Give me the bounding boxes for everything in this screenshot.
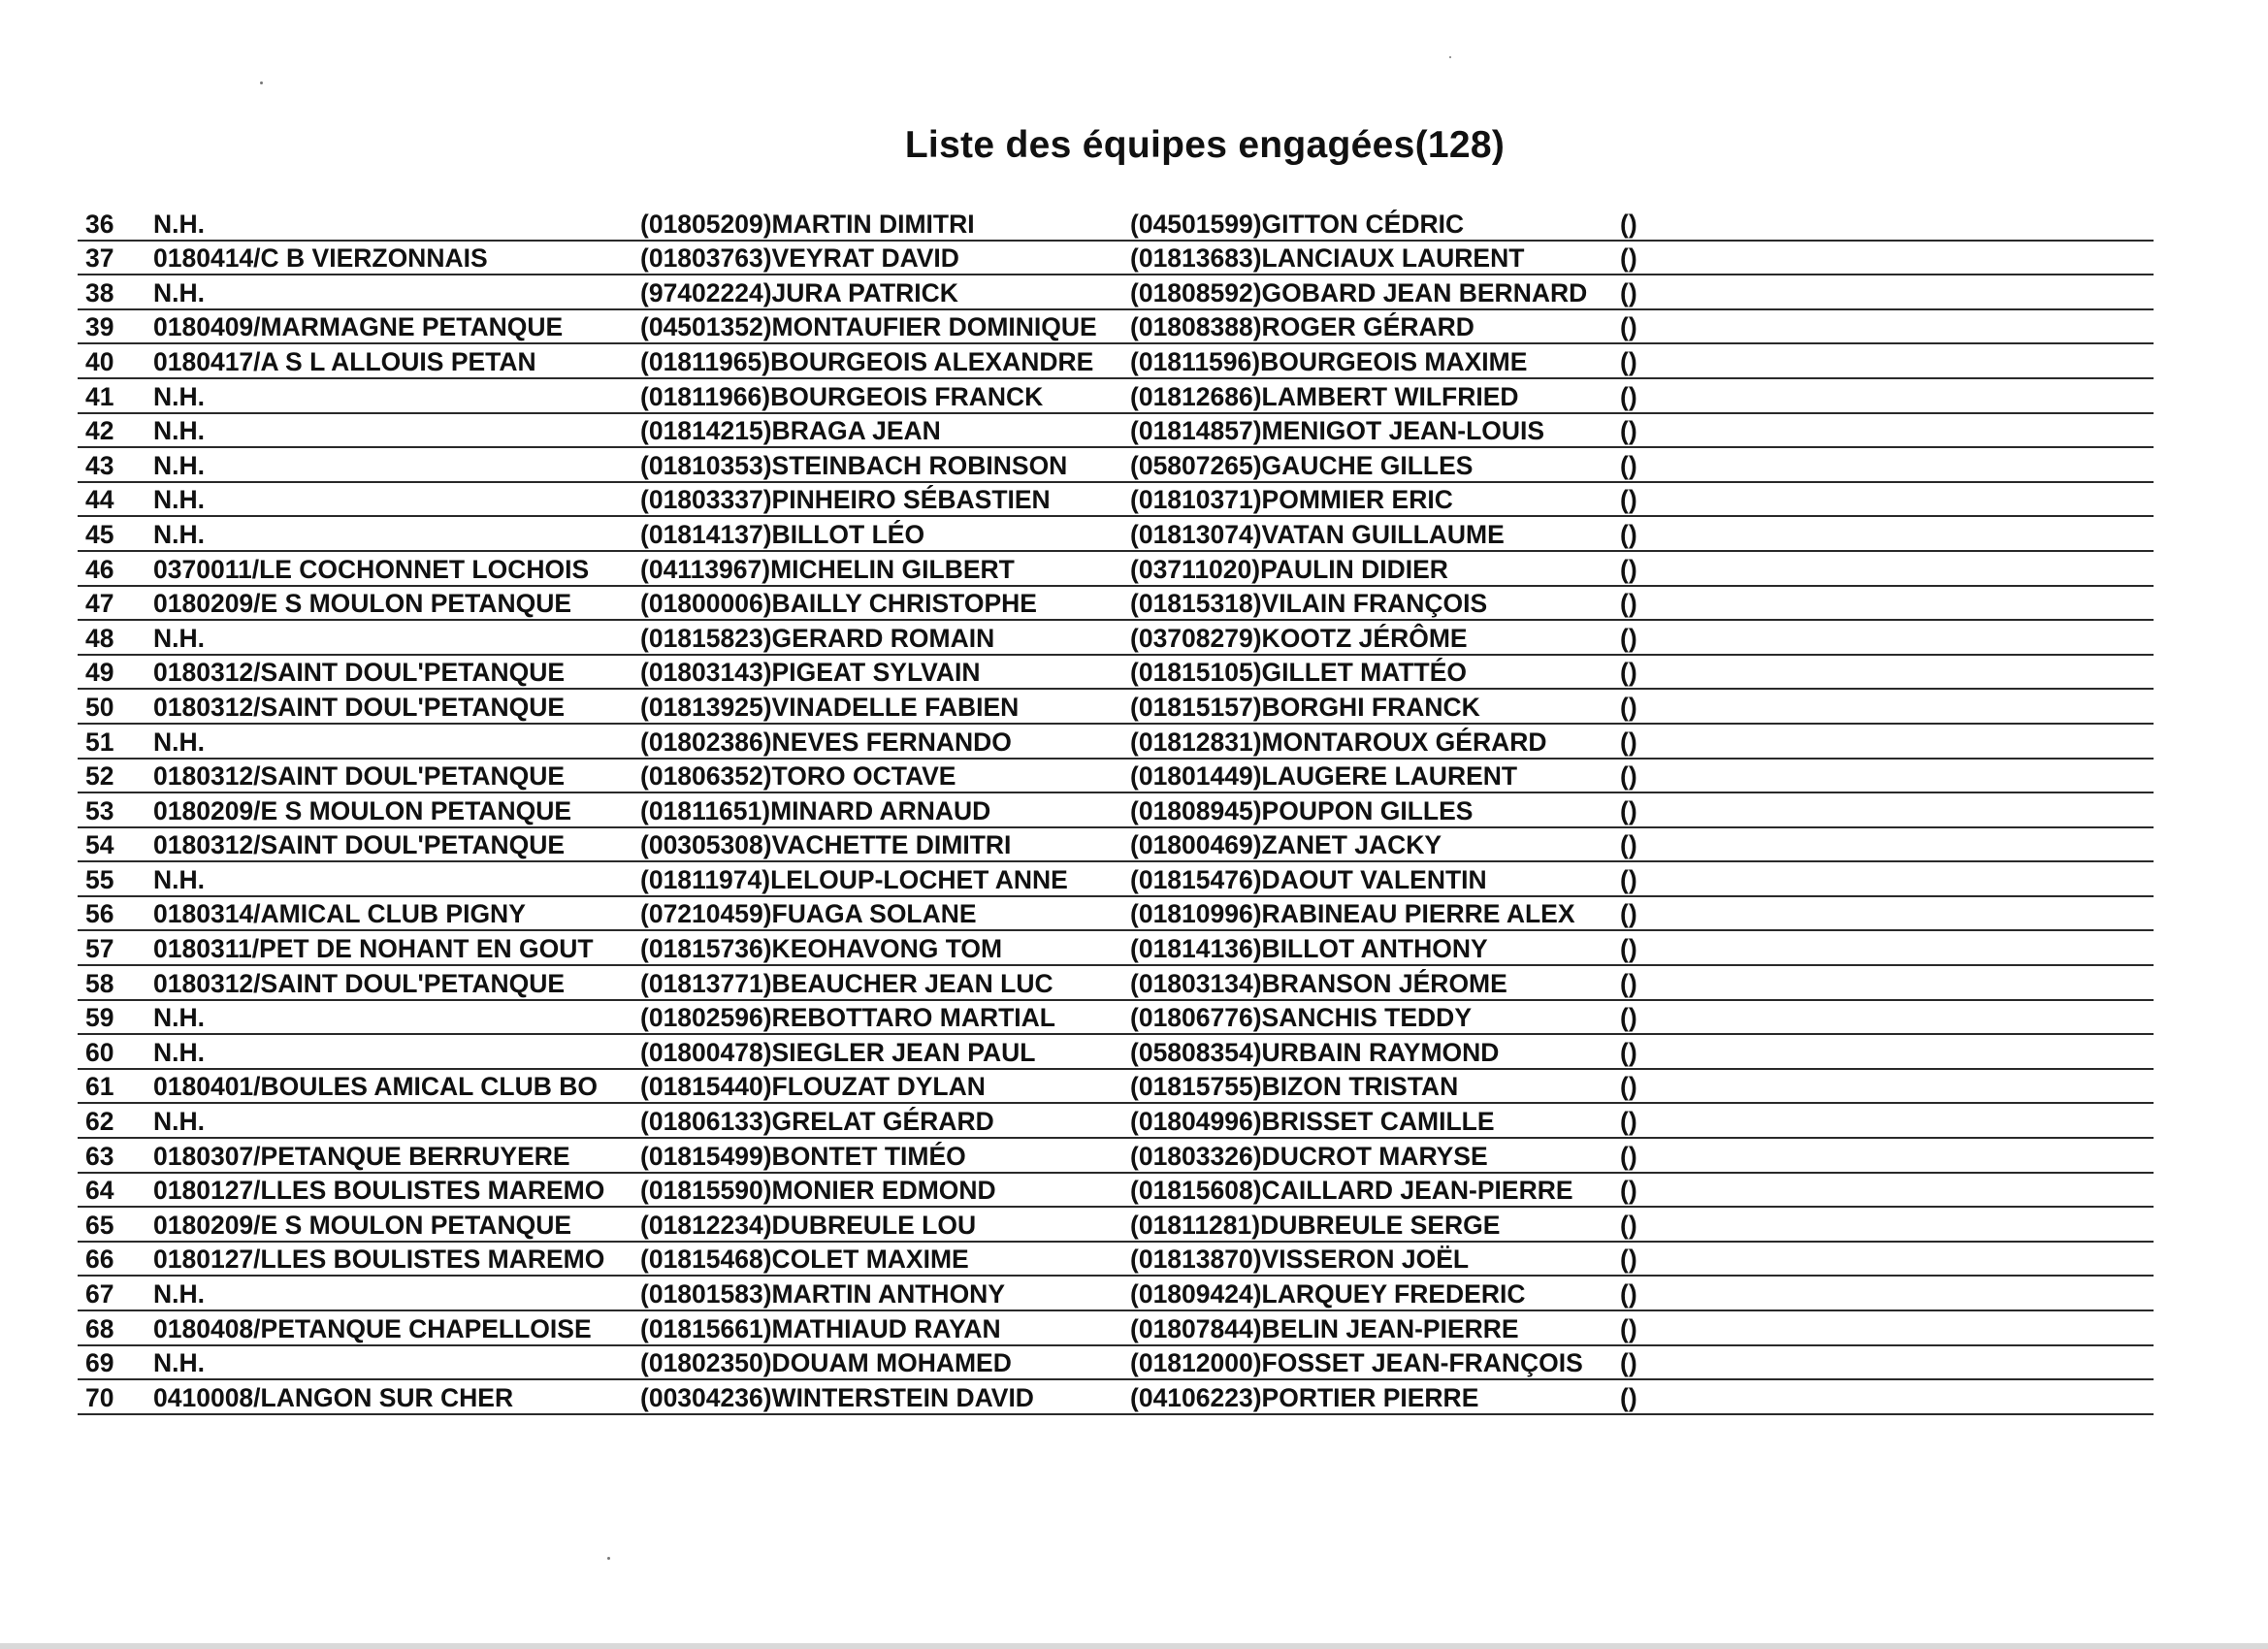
player-3: () [1620, 243, 1637, 274]
player-1: (01815440)FLOUZAT DYLAN [640, 1072, 986, 1102]
team-number: 37 [85, 243, 114, 274]
team-row [78, 1001, 2154, 1036]
player-3: () [1620, 277, 1637, 307]
player-2: (01815157)BORGHI FRANCK [1130, 692, 1480, 722]
club-name: N.H. [153, 450, 205, 480]
team-number: 46 [85, 554, 114, 584]
player-2: (01803326)DUCROT MARYSE [1130, 1141, 1488, 1171]
club-name: N.H. [153, 381, 205, 411]
team-row [78, 656, 2154, 691]
player-1: (04501352)MONTAUFIER DOMINIQUE [640, 312, 1097, 342]
team-row [78, 517, 2154, 552]
club-name: N.H. [153, 1003, 205, 1033]
team-number: 51 [85, 727, 114, 757]
player-1: (01801583)MARTIN ANTHONY [640, 1279, 1005, 1309]
club-name: 0180307/PETANQUE BERRUYERE [153, 1141, 570, 1171]
player-2: (01808592)GOBARD JEAN BERNARD [1130, 277, 1588, 307]
player-2: (01815318)VILAIN FRANÇOIS [1130, 589, 1488, 619]
club-name: N.H. [153, 864, 205, 894]
player-3: () [1620, 692, 1637, 722]
player-1: (01814215)BRAGA JEAN [640, 416, 941, 446]
player-2: (04106223)PORTIER PIERRE [1130, 1382, 1479, 1412]
team-number: 52 [85, 761, 114, 792]
team-row [78, 1380, 2154, 1415]
player-2: (03711020)PAULIN DIDIER [1130, 554, 1448, 584]
player-1: (01800478)SIEGLER JEAN PAUL [640, 1037, 1036, 1067]
player-2: (03708279)KOOTZ JÉRÔME [1130, 623, 1468, 653]
team-row [78, 1311, 2154, 1346]
team-row [78, 966, 2154, 1001]
team-row [78, 448, 2154, 483]
player-1: (01811651)MINARD ARNAUD [640, 795, 991, 825]
team-number: 55 [85, 864, 114, 894]
player-2: (01812686)LAMBERT WILFRIED [1130, 381, 1519, 411]
player-2: (01813870)VISSERON JOËL [1130, 1245, 1470, 1275]
player-3: () [1620, 416, 1637, 446]
player-3: () [1620, 1176, 1637, 1206]
team-number: 60 [85, 1037, 114, 1067]
player-2: (01815755)BIZON TRISTAN [1130, 1072, 1459, 1102]
player-1: (01813771)BEAUCHER JEAN LUC [640, 968, 1053, 998]
player-1: (04113967)MICHELIN GILBERT [640, 554, 1015, 584]
player-1: (01815468)COLET MAXIME [640, 1245, 969, 1275]
player-2: (01811281)DUBREULE SERGE [1130, 1210, 1501, 1240]
player-2: (01808388)ROGER GÉRARD [1130, 312, 1474, 342]
player-1: (01802350)DOUAM MOHAMED [640, 1348, 1012, 1378]
club-name: 0180312/SAINT DOUL'PETANQUE [153, 692, 566, 722]
team-number: 54 [85, 830, 114, 860]
player-3: () [1620, 830, 1637, 860]
team-number: 59 [85, 1003, 114, 1033]
club-name: 0180127/LLES BOULISTES MAREMO [153, 1245, 605, 1275]
player-1: (00304236)WINTERSTEIN DAVID [640, 1382, 1034, 1412]
team-row [78, 344, 2154, 379]
player-1: (01815661)MATHIAUD RAYAN [640, 1313, 1001, 1343]
team-number: 39 [85, 312, 114, 342]
player-3: () [1620, 1107, 1637, 1137]
club-name: N.H. [153, 416, 205, 446]
team-number: 68 [85, 1313, 114, 1343]
player-3: () [1620, 209, 1637, 239]
team-list [78, 207, 2154, 1415]
player-1: (01815499)BONTET TIMÉO [640, 1141, 966, 1171]
player-3: () [1620, 1348, 1637, 1378]
player-1: (01813925)VINADELLE FABIEN [640, 692, 1020, 722]
player-2: (01809424)LARQUEY FREDERIC [1130, 1279, 1526, 1309]
player-1: (01802596)REBOTTARO MARTIAL [640, 1003, 1055, 1033]
player-2: (01808945)POUPON GILLES [1130, 795, 1474, 825]
player-3: () [1620, 623, 1637, 653]
team-number: 67 [85, 1279, 114, 1309]
player-3: () [1620, 795, 1637, 825]
player-1: (01800006)BAILLY CHRISTOPHE [640, 589, 1037, 619]
player-3: () [1620, 1245, 1637, 1275]
club-name: 0410008/LANGON SUR CHER [153, 1382, 514, 1412]
scan-speck [1449, 56, 1451, 58]
team-row [78, 1104, 2154, 1139]
team-number: 50 [85, 692, 114, 722]
player-1: (01814137)BILLOT LÉO [640, 519, 925, 549]
club-name: 0180209/E S MOULON PETANQUE [153, 795, 572, 825]
team-row [78, 793, 2154, 828]
player-3: () [1620, 761, 1637, 792]
club-name: 0180127/LLES BOULISTES MAREMO [153, 1176, 605, 1206]
team-number: 38 [85, 277, 114, 307]
player-3: () [1620, 1313, 1637, 1343]
player-2: (01812000)FOSSET JEAN-FRANÇOIS [1130, 1348, 1583, 1378]
player-3: () [1620, 899, 1637, 929]
page-title: Liste des équipes engagées(128) [904, 124, 1506, 166]
scan-speck [260, 81, 263, 84]
player-1: (01815823)GERARD ROMAIN [640, 623, 995, 653]
team-number: 62 [85, 1107, 114, 1137]
player-1: (01812234)DUBREULE LOU [640, 1210, 977, 1240]
team-row [78, 1346, 2154, 1381]
player-2: (01811596)BOURGEOIS MAXIME [1130, 346, 1528, 376]
team-row [78, 379, 2154, 414]
player-2: (01806776)SANCHIS TEDDY [1130, 1003, 1472, 1033]
club-name: N.H. [153, 623, 205, 653]
team-number: 64 [85, 1176, 114, 1206]
club-name: 0180312/SAINT DOUL'PETANQUE [153, 830, 566, 860]
player-3: () [1620, 346, 1637, 376]
player-2: (05807265)GAUCHE GILLES [1130, 450, 1474, 480]
player-2: (01814857)MENIGOT JEAN-LOUIS [1130, 416, 1545, 446]
player-3: () [1620, 1072, 1637, 1102]
scan-speck [607, 1557, 610, 1560]
club-name: 0370011/LE COCHONNET LOCHOIS [153, 554, 590, 584]
team-number: 40 [85, 346, 114, 376]
team-row [78, 275, 2154, 310]
club-name: N.H. [153, 727, 205, 757]
player-3: () [1620, 658, 1637, 688]
player-1: (01805209)MARTIN DIMITRI [640, 209, 975, 239]
player-3: () [1620, 554, 1637, 584]
team-row [78, 862, 2154, 897]
team-number: 41 [85, 381, 114, 411]
player-2: (01810371)POMMIER ERIC [1130, 485, 1453, 515]
player-1: (01803143)PIGEAT SYLVAIN [640, 658, 981, 688]
player-2: (01813683)LANCIAUX LAURENT [1130, 243, 1525, 274]
club-name: N.H. [153, 209, 205, 239]
team-row [78, 1139, 2154, 1174]
club-name: N.H. [153, 1348, 205, 1378]
team-number: 43 [85, 450, 114, 480]
player-3: () [1620, 589, 1637, 619]
club-name: N.H. [153, 277, 205, 307]
player-2: (01803134)BRANSON JÉROME [1130, 968, 1507, 998]
player-3: () [1620, 485, 1637, 515]
club-name: 0180408/PETANQUE CHAPELLOISE [153, 1313, 592, 1343]
team-row [78, 1277, 2154, 1311]
player-2: (01815476)DAOUT VALENTIN [1130, 864, 1487, 894]
team-number: 42 [85, 416, 114, 446]
team-row [78, 931, 2154, 966]
player-2: (01800469)ZANET JACKY [1130, 830, 1442, 860]
player-3: () [1620, 450, 1637, 480]
team-number: 63 [85, 1141, 114, 1171]
team-number: 45 [85, 519, 114, 549]
player-2: (01814136)BILLOT ANTHONY [1130, 934, 1488, 964]
team-row [78, 587, 2154, 622]
player-3: () [1620, 1141, 1637, 1171]
club-name: 0180401/BOULES AMICAL CLUB BO [153, 1072, 598, 1102]
club-name: 0180409/MARMAGNE PETANQUE [153, 312, 564, 342]
team-row [78, 310, 2154, 345]
player-1: (07210459)FUAGA SOLANE [640, 899, 977, 929]
team-number: 69 [85, 1348, 114, 1378]
player-2: (01801449)LAUGERE LAURENT [1130, 761, 1518, 792]
player-1: (01815736)KEOHAVONG TOM [640, 934, 1003, 964]
scan-edge [0, 1643, 2268, 1649]
player-3: () [1620, 312, 1637, 342]
team-number: 66 [85, 1245, 114, 1275]
club-name: N.H. [153, 519, 205, 549]
team-number: 70 [85, 1382, 114, 1412]
player-1: (01806352)TORO OCTAVE [640, 761, 956, 792]
player-3: () [1620, 381, 1637, 411]
team-row [78, 483, 2154, 518]
team-row [78, 1174, 2154, 1209]
club-name: N.H. [153, 1107, 205, 1137]
player-1: (01802386)NEVES FERNANDO [640, 727, 1012, 757]
team-row [78, 828, 2154, 863]
player-2: (01807844)BELIN JEAN-PIERRE [1130, 1313, 1519, 1343]
team-row [78, 690, 2154, 725]
team-number: 53 [85, 795, 114, 825]
player-3: () [1620, 934, 1637, 964]
player-1: (01803763)VEYRAT DAVID [640, 243, 959, 274]
player-2: (01810996)RABINEAU PIERRE ALEX [1130, 899, 1575, 929]
team-number: 36 [85, 209, 114, 239]
player-2: (05808354)URBAIN RAYMOND [1130, 1037, 1500, 1067]
player-3: () [1620, 519, 1637, 549]
team-number: 65 [85, 1210, 114, 1240]
club-name: 0180311/PET DE NOHANT EN GOUT [153, 934, 594, 964]
player-2: (01813074)VATAN GUILLAUME [1130, 519, 1505, 549]
club-name: N.H. [153, 485, 205, 515]
player-1: (01815590)MONIER EDMOND [640, 1176, 996, 1206]
player-3: () [1620, 1279, 1637, 1309]
club-name: 0180209/E S MOULON PETANQUE [153, 589, 572, 619]
player-1: (01810353)STEINBACH ROBINSON [640, 450, 1068, 480]
team-number: 48 [85, 623, 114, 653]
team-row [78, 207, 2154, 242]
team-row [78, 897, 2154, 932]
player-1: (97402224)JURA PATRICK [640, 277, 958, 307]
team-row [78, 760, 2154, 794]
team-row [78, 621, 2154, 656]
team-row [78, 552, 2154, 587]
club-name: 0180414/C B VIERZONNAIS [153, 243, 488, 274]
club-name: N.H. [153, 1037, 205, 1067]
team-row [78, 1070, 2154, 1105]
player-3: () [1620, 864, 1637, 894]
player-1: (01803337)PINHEIRO SÉBASTIEN [640, 485, 1051, 515]
player-1: (00305308)VACHETTE DIMITRI [640, 830, 1012, 860]
player-2: (01804996)BRISSET CAMILLE [1130, 1107, 1495, 1137]
player-1: (01806133)GRELAT GÉRARD [640, 1107, 994, 1137]
club-name: N.H. [153, 1279, 205, 1309]
team-number: 61 [85, 1072, 114, 1102]
team-row [78, 1035, 2154, 1070]
player-3: () [1620, 1003, 1637, 1033]
team-number: 47 [85, 589, 114, 619]
team-number: 57 [85, 934, 114, 964]
club-name: 0180312/SAINT DOUL'PETANQUE [153, 968, 566, 998]
club-name: 0180312/SAINT DOUL'PETANQUE [153, 761, 566, 792]
club-name: 0180209/E S MOULON PETANQUE [153, 1210, 572, 1240]
player-3: () [1620, 727, 1637, 757]
player-3: () [1620, 968, 1637, 998]
team-row [78, 1208, 2154, 1243]
team-number: 56 [85, 899, 114, 929]
team-number: 49 [85, 658, 114, 688]
team-row [78, 414, 2154, 449]
team-number: 44 [85, 485, 114, 515]
team-row [78, 725, 2154, 760]
team-number: 58 [85, 968, 114, 998]
player-1: (01811974)LELOUP-LOCHET ANNE [640, 864, 1068, 894]
player-2: (01815608)CAILLARD JEAN-PIERRE [1130, 1176, 1573, 1206]
club-name: 0180314/AMICAL CLUB PIGNY [153, 899, 526, 929]
player-3: () [1620, 1037, 1637, 1067]
player-2: (01815105)GILLET MATTÉO [1130, 658, 1468, 688]
team-row [78, 1243, 2154, 1277]
player-2: (04501599)GITTON CÉDRIC [1130, 209, 1465, 239]
player-3: () [1620, 1210, 1637, 1240]
club-name: 0180312/SAINT DOUL'PETANQUE [153, 658, 566, 688]
player-1: (01811966)BOURGEOIS FRANCK [640, 381, 1044, 411]
team-row [78, 242, 2154, 276]
player-3: () [1620, 1382, 1637, 1412]
player-2: (01812831)MONTAROUX GÉRARD [1130, 727, 1547, 757]
club-name: 0180417/A S L ALLOUIS PETAN [153, 346, 536, 376]
player-1: (01811965)BOURGEOIS ALEXANDRE [640, 346, 1094, 376]
